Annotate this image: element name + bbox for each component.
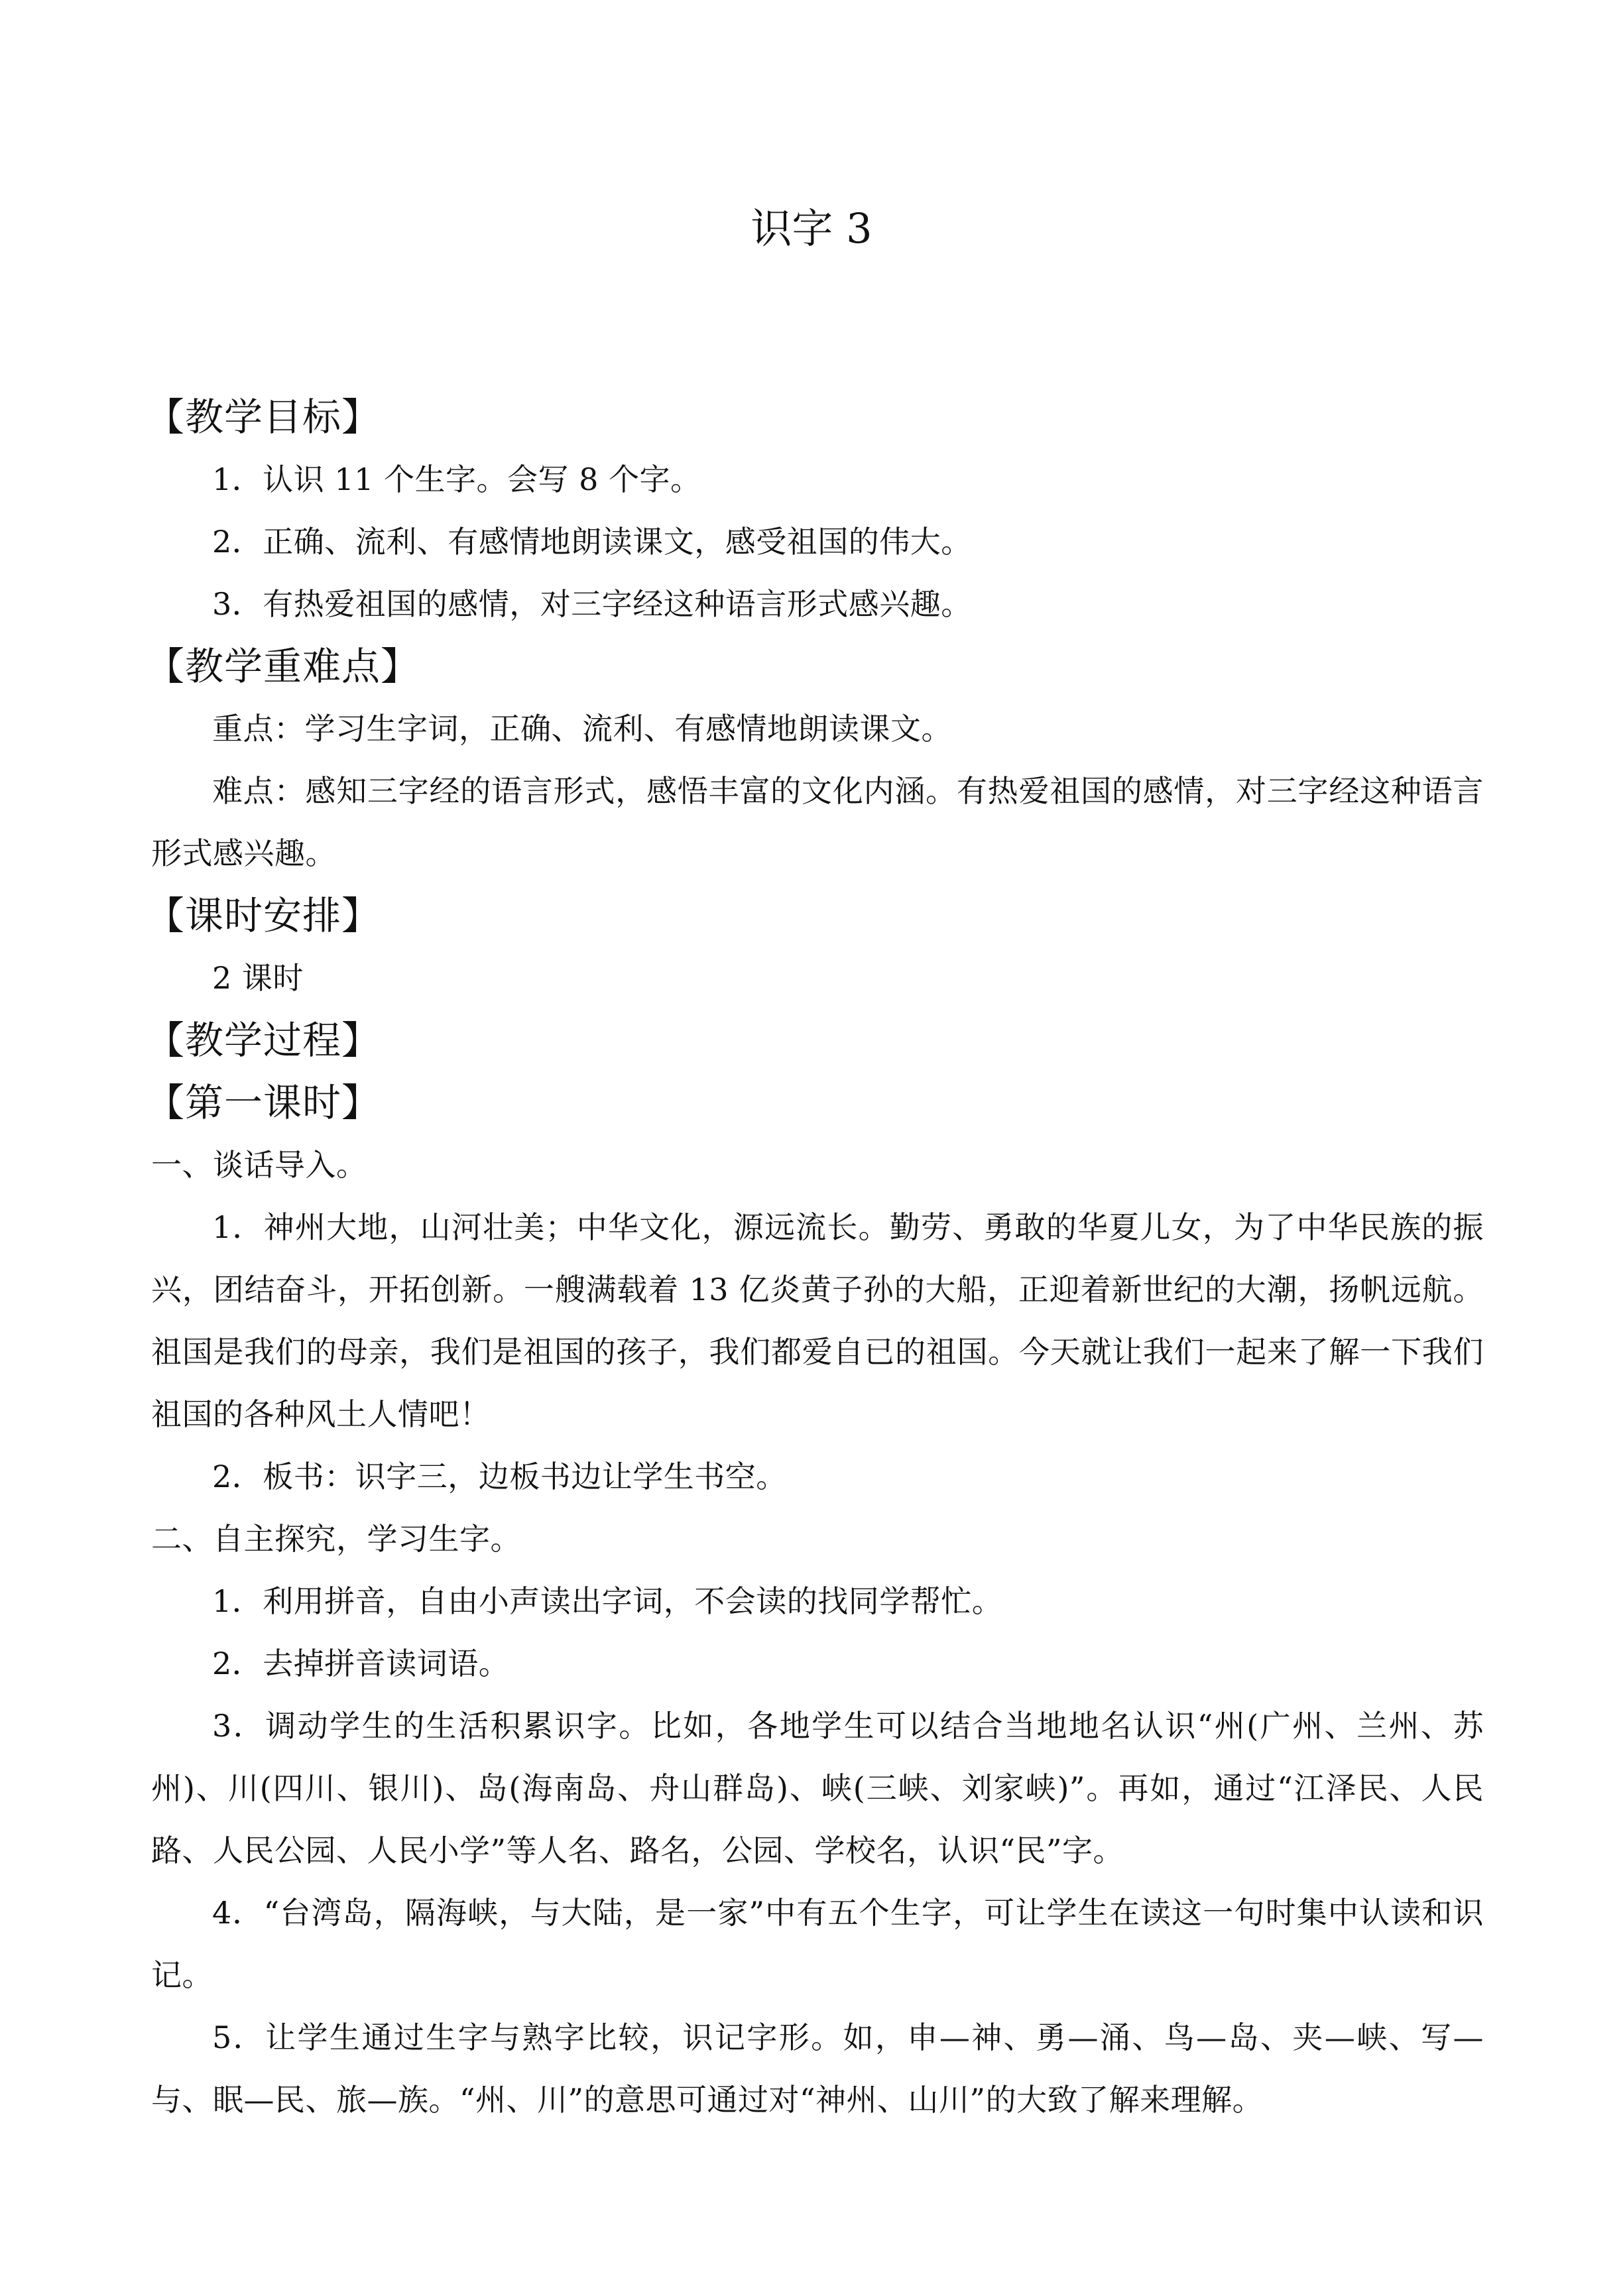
section-heading-lesson-1: 【第一课时】 (146, 1080, 381, 1125)
part-2-title: 二、自主探究，学习生字。 (151, 1521, 521, 1557)
part-2-item: 3．调动学生的生活积累识字。比如，各地学生可以结合当地地名认识“州(广州、兰州、苏州)、川(四川、银川)、岛(海南岛、舟山群岛)、峡(三峡、刘家峡)”。再如，通过“江泽民、人民路、人民公园、人民小学”等人名、路名，公园、学校名，认识“民”字。 (151, 1708, 1484, 1868)
document-body (146, 386, 1484, 2131)
part-1-title: 一、谈话导入。 (151, 1147, 367, 1183)
part-1-item: 1．神州大地，山河壮美；中华文化，源远流长。勤劳、勇敢的华夏儿女，为了中华民族的振兴，团结奋斗，开拓创新。一艘满载着 13 亿炎黄子孙的大船，正迎着新世纪的大潮，扬帆远航。祖国是我们的母亲，我们是祖国的孩子，我们都爱自已的祖国。今天就让我们一起来了解一下我们祖国的各种风土人情吧！ (151, 1209, 1484, 1432)
difficult-point-text: 难点：感知三字经的语言形式，感悟丰富的文化内涵。有热爱祖国的感情，对三字经这种语言形式感兴趣。 (151, 773, 1484, 871)
part-2-item: 1．利用拼音，自由小声读出字词，不会读的找同学帮忙。 (212, 1583, 1003, 1619)
section-heading-key-points: 【教学重难点】 (146, 644, 420, 689)
part-1-item: 2．板书：识字三，边板书边让学生书空。 (212, 1459, 787, 1494)
schedule-text: 2 课时 (212, 960, 304, 996)
section-heading-goals: 【教学目标】 (146, 394, 381, 440)
goal-item: 1．认识 11 个生字。会写 8 个字。 (212, 461, 701, 497)
part-2-item: 4．“台湾岛，隔海峡，与大陆，是一家”中有五个生字，可让学生在读这一句时集中认读和识记。 (151, 1895, 1484, 1993)
part-2-item: 5．让学生通过生字与熟字比较，识记字形。如，申—神、勇—涌、鸟—岛、夹—峡、写—与、眠—民、旅—族。“州、川”的意思可通过对“神州、山川”的大致了解来理解。 (151, 2020, 1484, 2118)
part-2-item: 2．去掉拼音读词语。 (212, 1646, 510, 1681)
key-point-text: 重点：学习生字词，正确、流利、有感情地朗读课文。 (212, 711, 952, 747)
section-heading-process: 【教学过程】 (146, 1018, 381, 1063)
section-heading-schedule: 【课时安排】 (146, 893, 381, 938)
goal-item: 3．有热爱祖国的感情，对三字经这种语言形式感兴趣。 (212, 586, 972, 622)
goal-item: 2．正确、流利、有感情地朗读课文，感受祖国的伟大。 (212, 524, 972, 560)
document-title: 识字 3 (751, 204, 872, 253)
